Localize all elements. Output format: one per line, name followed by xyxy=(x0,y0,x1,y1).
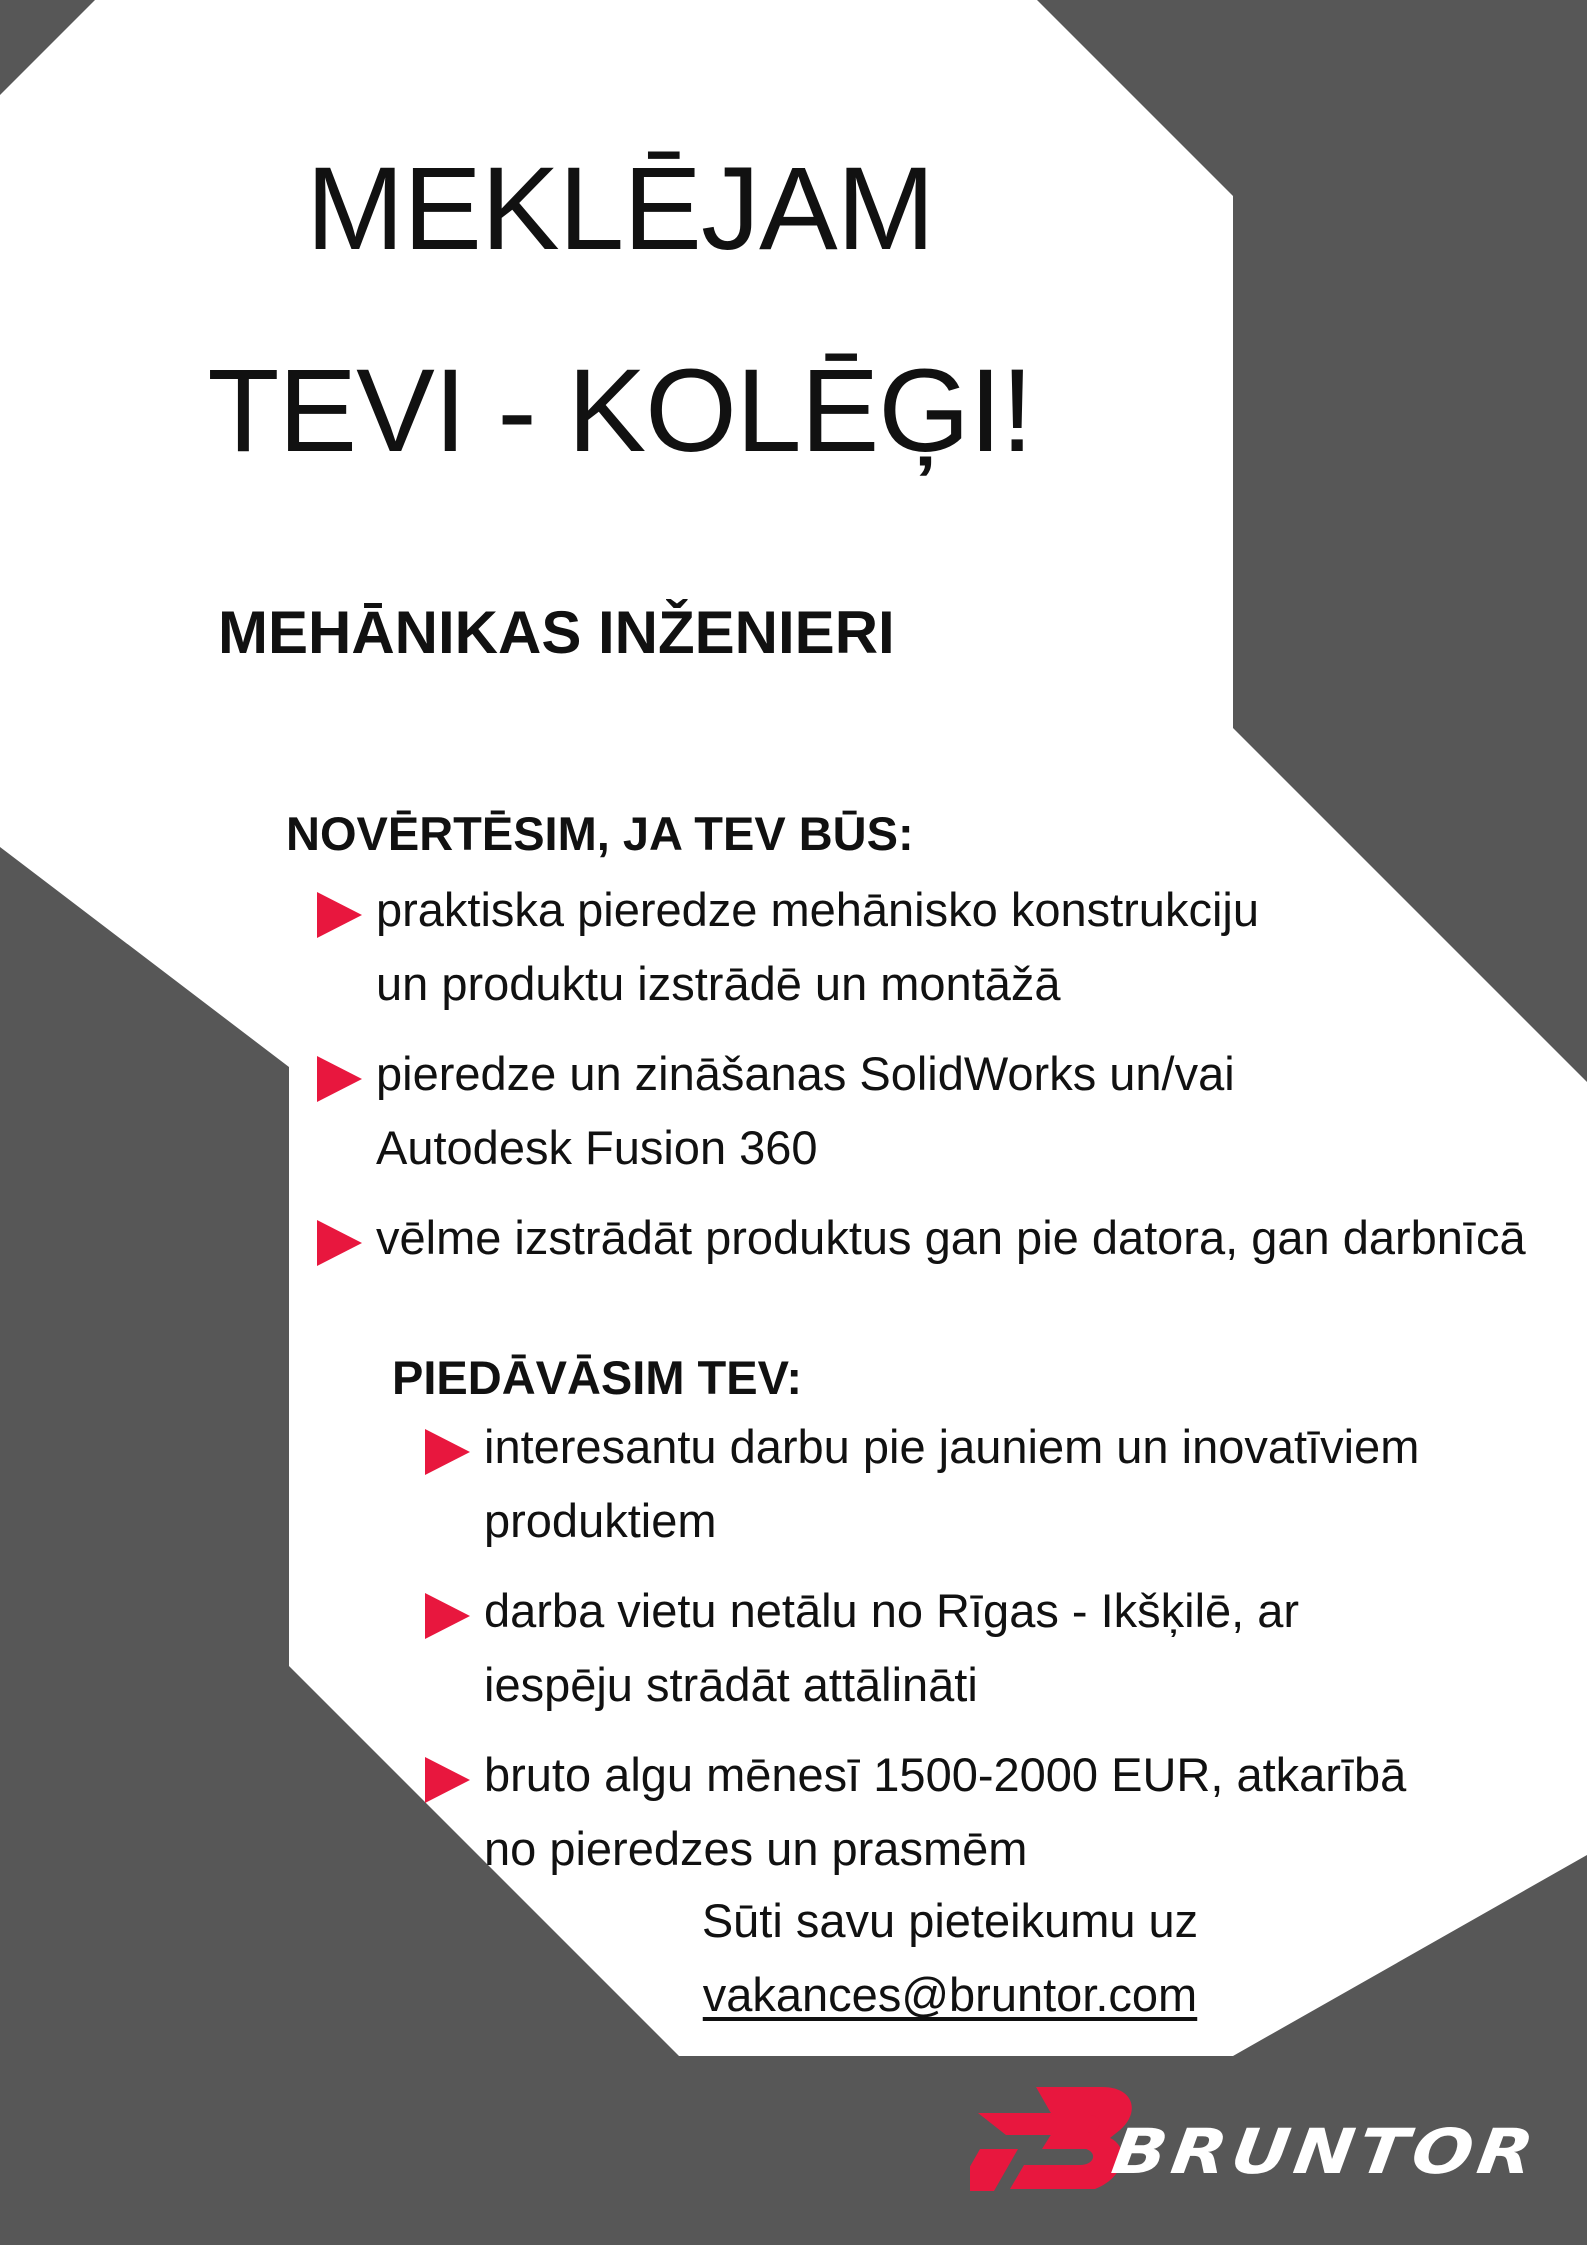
list-item-line: no pieredzes un prasmēm xyxy=(484,1822,1028,1875)
brand-logo xyxy=(970,2085,1560,2195)
list-item xyxy=(422,1574,1562,1722)
offer-heading: PIEDĀVĀSIM TEV: xyxy=(392,1351,803,1404)
arrow-right-icon xyxy=(314,1054,364,1104)
brand-name: BRUNTOR xyxy=(1107,2115,1486,2188)
list-item-line: praktiska pieredze mehānisko konstrukciju xyxy=(376,883,1259,936)
list-item-text: vēlme izstrādāt produktus gan pie datora, gan darbnīcā xyxy=(376,1211,1526,1264)
list-item xyxy=(422,1410,1562,1558)
list-item-line: interesantu darbu pie jauniem un inovatīviem xyxy=(484,1420,1420,1473)
contact-block xyxy=(600,1884,1300,2032)
headline-line-1: MEKLĒJAM xyxy=(305,143,935,275)
arrow-right-icon xyxy=(422,1427,472,1477)
arrow-right-icon xyxy=(314,890,364,940)
bruntor-b-logo-icon xyxy=(970,2087,1132,2191)
headline-line-2: TEVI - KOLĒĢI! xyxy=(207,345,1033,477)
requirements-list xyxy=(314,873,1548,1291)
list-item-line: Autodesk Fusion 360 xyxy=(376,1121,818,1174)
requirements-heading: NOVĒRTĒSIM, JA TEV BŪS: xyxy=(286,807,914,860)
list-item-line: iespēju strādāt attālināti xyxy=(484,1658,978,1711)
list-item-line: bruto algu mēnesī 1500-2000 EUR, atkarībā xyxy=(484,1748,1407,1801)
email-link[interactable]: vakances@bruntor.com xyxy=(702,1968,1198,2021)
list-item-line: pieredze un zināšanas SolidWorks un/vai xyxy=(376,1047,1235,1100)
list-item xyxy=(314,873,1548,1021)
arrow-right-icon xyxy=(422,1591,472,1641)
arrow-right-icon xyxy=(314,1218,364,1268)
list-item xyxy=(314,1201,1548,1275)
contact-text: Sūti savu pieteikumu uz xyxy=(701,1894,1199,1947)
list-item-line: un produktu izstrādē un montāžā xyxy=(376,957,1061,1010)
list-item xyxy=(314,1037,1548,1185)
list-item-line: produktiem xyxy=(484,1494,717,1547)
list-item xyxy=(422,1738,1562,1886)
offer-list xyxy=(422,1410,1562,1902)
list-item-line: darba vietu netālu no Rīgas - Ikšķilē, ar xyxy=(484,1584,1300,1637)
arrow-right-icon xyxy=(422,1755,472,1805)
position-title: MEHĀNIKAS INŽENIERI xyxy=(218,599,895,666)
